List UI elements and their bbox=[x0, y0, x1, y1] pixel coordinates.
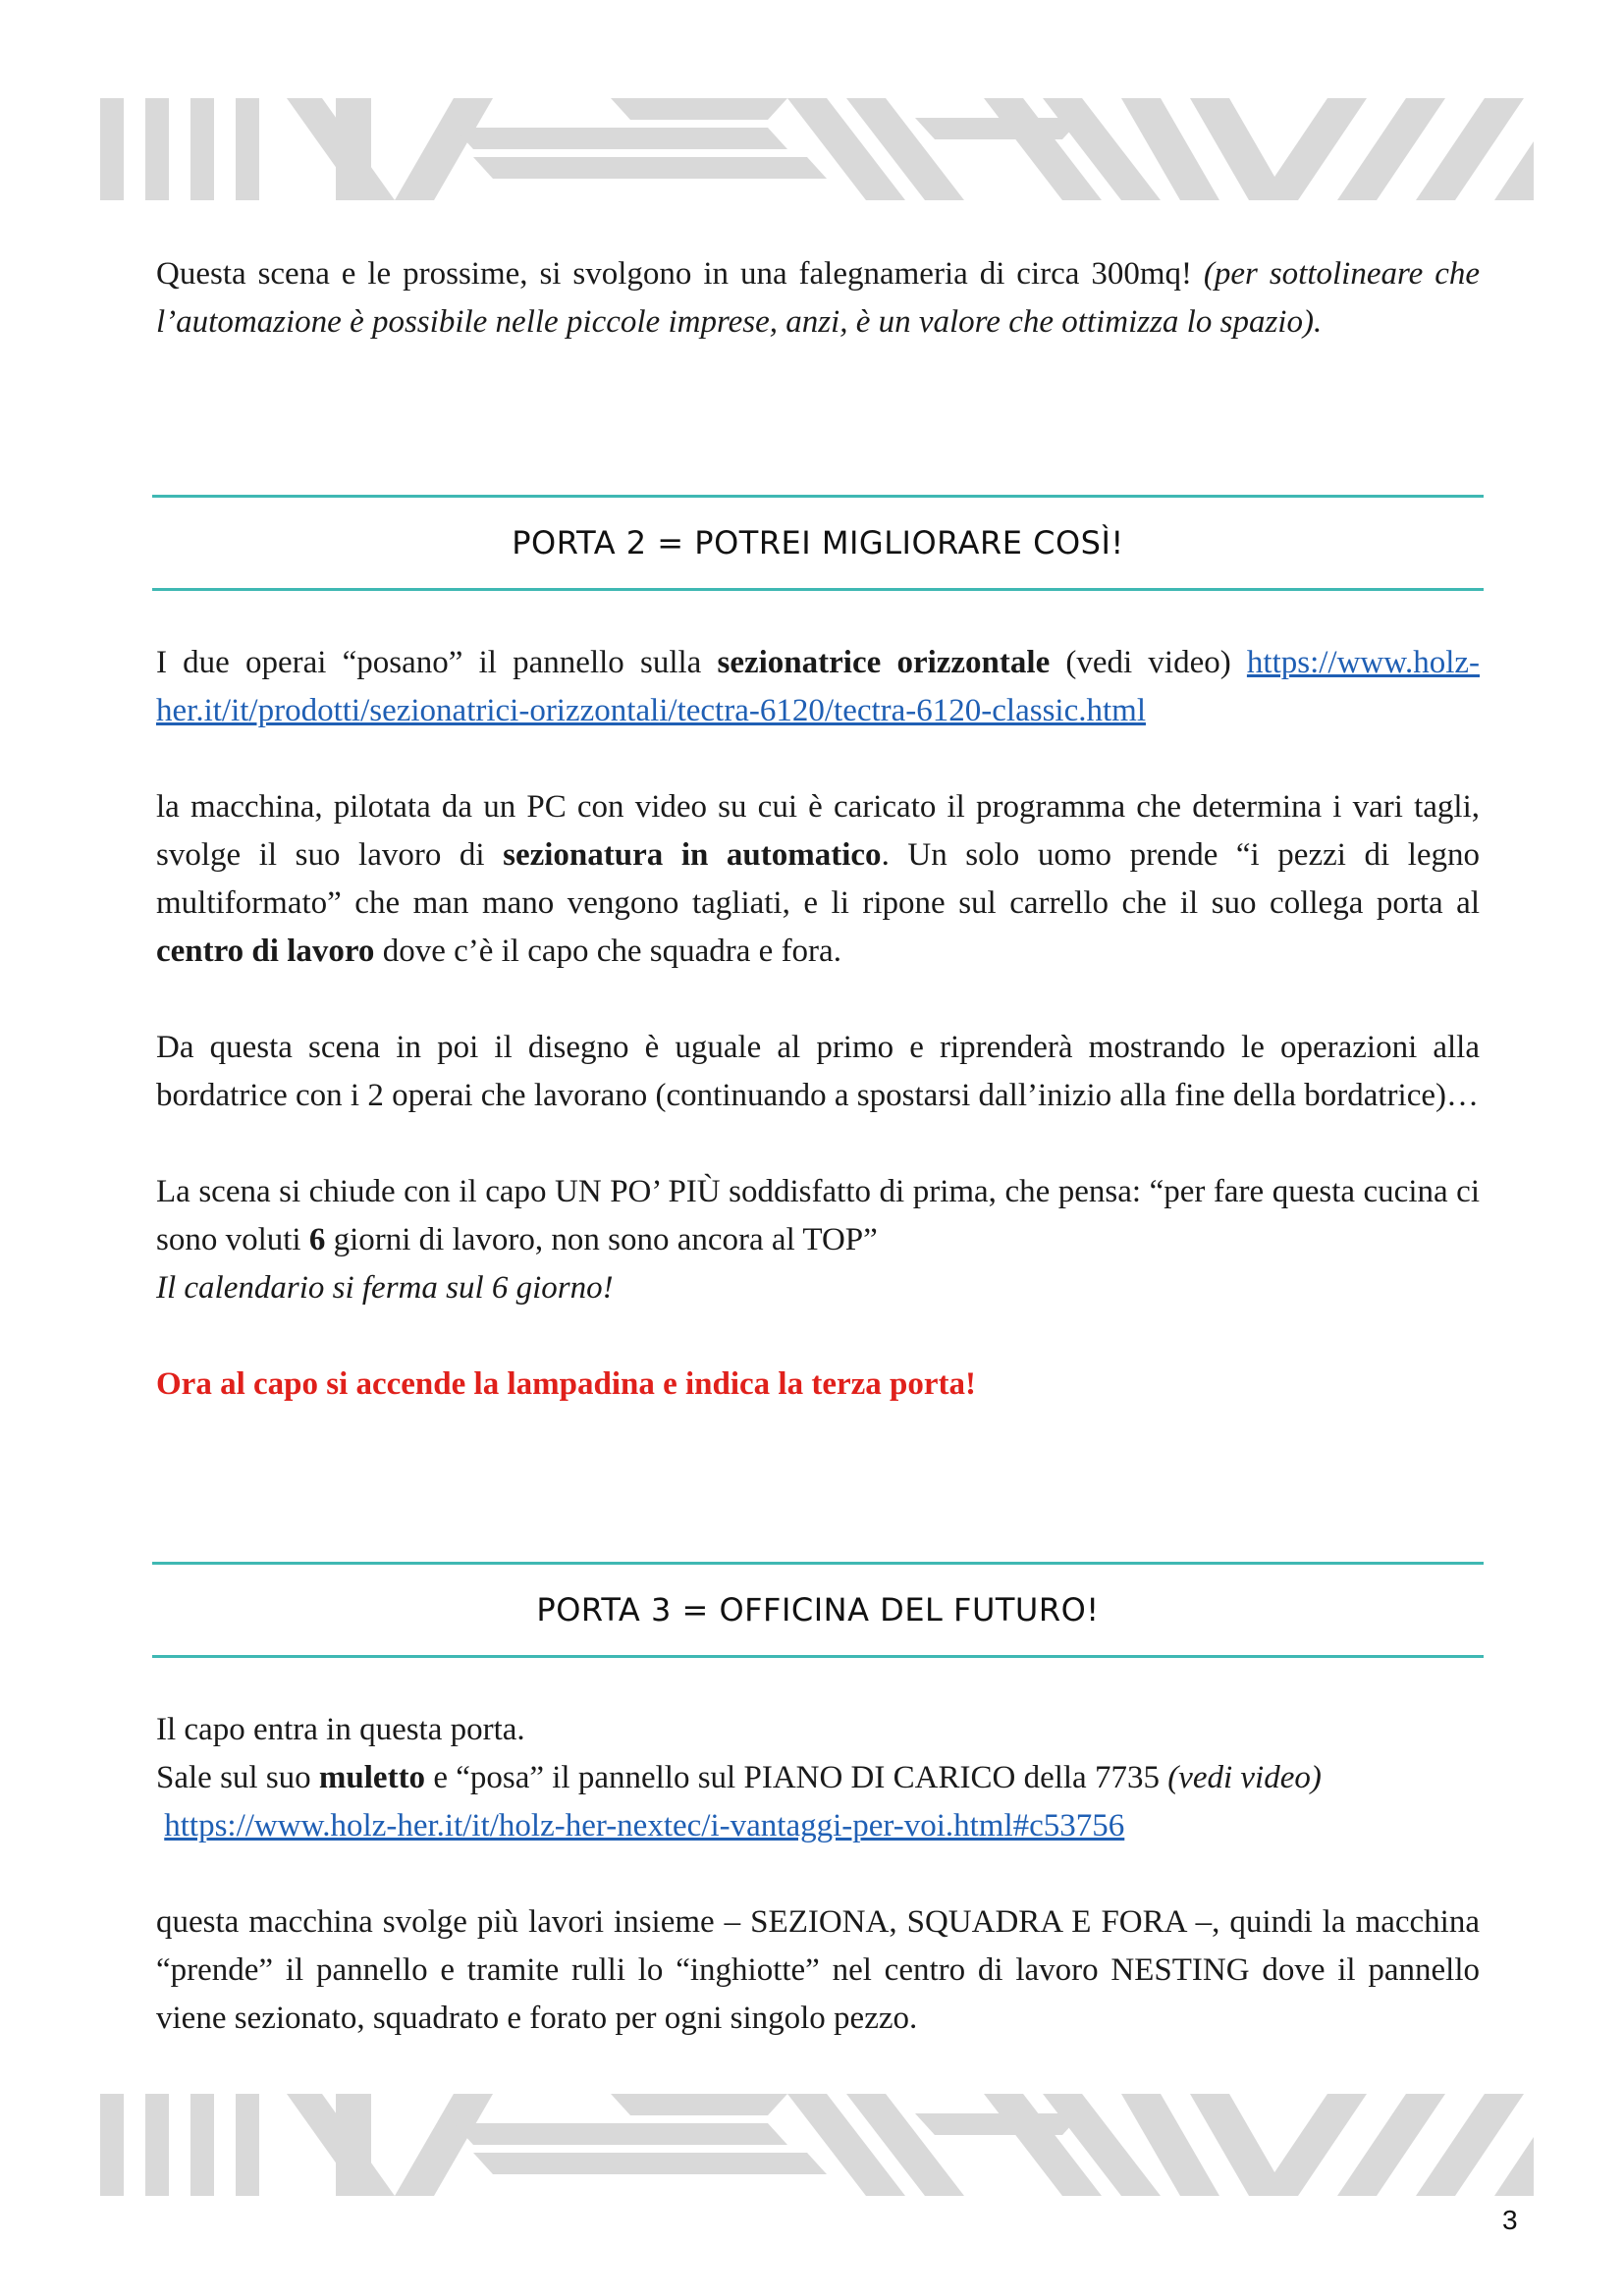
intro-block bbox=[156, 250, 1480, 347]
video-link-nextec[interactable]: https://www.holz-her.it/it/holz-her-nextec/i-vantaggi-per-voi.html#c53756 bbox=[164, 1808, 1125, 1843]
section-title: PORTA 2 = POTREI MIGLIORARE COSÌ! bbox=[512, 524, 1124, 561]
section-heading-porta-3 bbox=[152, 1562, 1484, 1658]
decorative-footer-band bbox=[100, 2094, 1534, 2196]
highlight-paragraph: Ora al capo si accende la lampadina e indica la terza porta! bbox=[156, 1366, 977, 1402]
section-3-content bbox=[156, 1706, 1480, 2043]
page-number: 3 bbox=[1502, 2205, 1518, 2235]
paragraph-muletto: Il capo entra in questa porta. Sale sul suo muletto e “posa” il pannello sul PIANO DI CARICO della 7735 (vedi video) https://www.holz-her.it/it/holz-her-nextec/i-vantaggi-per-voi.html#c53756 bbox=[156, 1712, 1322, 1843]
paragraph-nesting: questa macchina svolge più lavori insieme – SEZIONA, SQUADRA E FORA –, quindi la macchina “prende” il pannello e tramite rulli lo “inghiotte” nel centro di lavoro NESTING dove il pannello viene sezionato, squadrato e forato per ogni singolo pezzo. bbox=[156, 1904, 1480, 2036]
intro-paragraph: Questa scena e le prossime, si svolgono in una falegnameria di circa 300mq! (per sottolineare che l’automazione è possibile nelle piccole imprese, anzi, è un valore che ottimizza lo spazio). bbox=[156, 256, 1480, 340]
section-title: PORTA 3 = OFFICINA DEL FUTURO! bbox=[536, 1591, 1100, 1629]
paragraph-sezionatrice: I due operai “posano” il pannello sulla sezionatrice orizzontale (vedi video) https://www.holz-her.it/it/prodotti/sezionatrici-orizzontali/tectra-6120/tectra-6120-classic.html bbox=[156, 645, 1480, 728]
paragraph-bordatrice: Da questa scena in poi il disegno è uguale al primo e riprenderà mostrando le operazioni alla bordatrice con i 2 operai che lavorano (continuando a spostarsi dall’inizio alla fine della bordatrice)… bbox=[156, 1030, 1480, 1113]
paragraph-macchina: la macchina, pilotata da un PC con video su cui è caricato il programma che determina i vari tagli, svolge il suo lavoro di sezionatura in automatico. Un solo uomo prende “i pezzi di legno multiformato” che man mano vengono tagliati, e li ripone sul carrello che il suo collega porta al centro di lavoro dove c’è il capo che squadra e fora. bbox=[156, 789, 1481, 969]
decorative-header-band bbox=[100, 98, 1534, 200]
section-heading-porta-2 bbox=[152, 495, 1484, 591]
paragraph-scena-chiude: La scena si chiude con il capo UN PO’ PIÙ soddisfatto di prima, che pensa: “per fare questa cucina ci sono voluti 6 giorni di lavoro, non sono ancora al TOP” Il calendario si ferma sul 6 giorno! bbox=[156, 1174, 1480, 1306]
video-link-tectra[interactable]: https://www.holz-her.it/it/prodotti/sezionatrici-orizzontali/tectra-6120/tectra-6120-classic.html bbox=[156, 645, 1480, 728]
section-2-content bbox=[156, 639, 1480, 1409]
